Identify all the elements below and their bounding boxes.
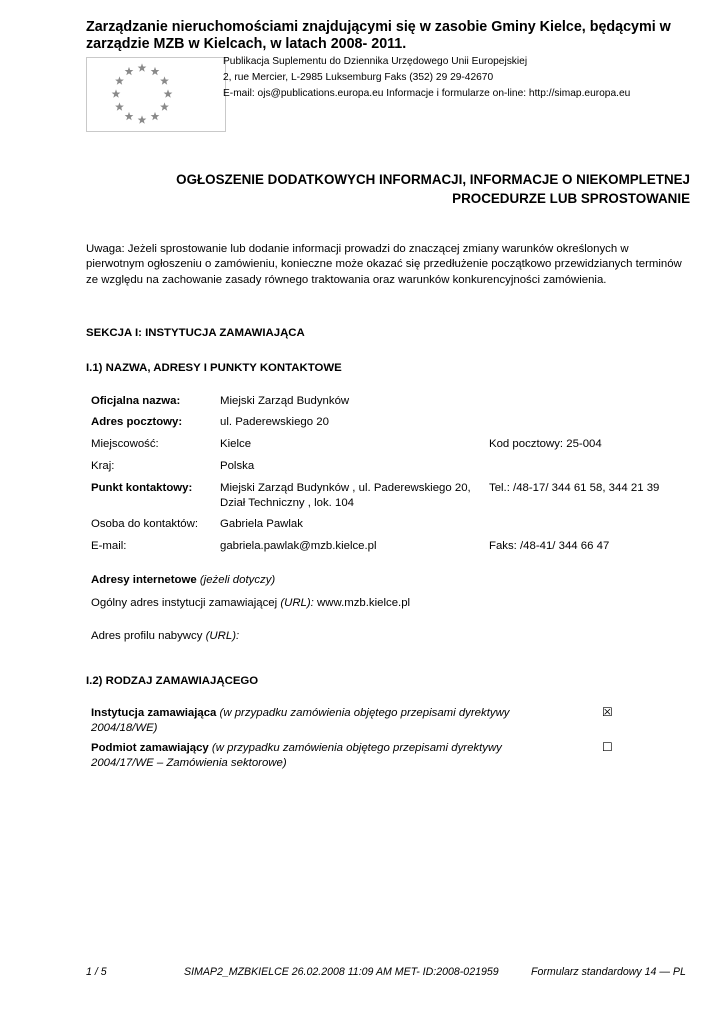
document-id: SIMAP2_MZBKIELCE 26.02.2008 11:09 AM MET- ID:2008-021959 <box>184 966 499 978</box>
eu-emblem <box>86 57 226 132</box>
url-tag: (URL): <box>280 597 314 609</box>
star-icon <box>138 115 147 123</box>
buyer-profile <box>91 629 239 644</box>
star-icon <box>164 89 173 97</box>
official-name-label: Oficjalna nazwa: <box>91 395 181 407</box>
contact-point-value: Miejski Zarząd Budynków , ul. Paderewskiego 20, Dział Techniczny , lok. 104 <box>220 482 471 509</box>
subsection-heading: I.2) RODZAJ ZAMAWIAJĄCEGO <box>86 675 259 687</box>
authority-type-1-label: Instytucja zamawiająca <box>91 707 217 719</box>
url-tag: (URL): <box>205 630 240 642</box>
postal-address-label: Adres pocztowy: <box>91 416 183 428</box>
general-url-label: Ogólny adres instytucji zamawiającej <box>91 597 278 609</box>
authority-type-1 <box>91 706 561 736</box>
authority-type-2-label: Podmiot zamawiający <box>91 742 209 754</box>
form-name: Formularz standardowy 14 — PL <box>531 966 686 978</box>
buyer-profile-label: Adres profilu nabywcy <box>91 630 203 642</box>
star-icon <box>115 76 124 84</box>
notice-title: OGŁOSZENIE DODATKOWYCH INFORMACJI, INFORMACJE O NIEKOMPLETNEJ PROCEDURZE LUB SPROSTOWANIE <box>176 172 690 206</box>
page-number: 1 / 5 <box>86 966 107 978</box>
email-value: gabriela.pawlak@mzb.kielce.pl <box>220 540 377 552</box>
publication-info <box>223 54 693 102</box>
city-label: Miejscowość: <box>91 438 159 450</box>
authority-type-2 <box>91 741 561 771</box>
internet-addresses <box>91 573 275 588</box>
star-icon <box>125 67 134 75</box>
document-title: Zarządzanie nieruchomościami znajdującymi się w zasobie Gminy Kielce, będącymi w zarządzie MZB w Kielcach, w latach 2008- 2011. <box>86 19 671 52</box>
general-url <box>91 596 410 611</box>
contact-point-label: Punkt kontaktowy: <box>91 482 193 494</box>
postal-address-value: ul. Paderewskiego 20 <box>220 416 329 428</box>
city-value: Kielce <box>220 438 252 450</box>
authority-type-2-note: (w przypadku zamówienia objętego przepisami dyrektywy 2004/17/WE – Zamówienia sektorowe) <box>91 742 502 769</box>
phone-value: Tel.: /48-17/ 344 61 58, 344 21 39 <box>489 482 660 494</box>
star-icon <box>151 112 160 120</box>
authority-type-2-checkbox[interactable]: ☐ <box>602 740 613 754</box>
internet-addresses-note: (jeżeli dotyczy) <box>199 574 276 586</box>
fax-value: Faks: /48-41/ 344 66 47 <box>489 540 610 552</box>
authority-type-1-note: (w przypadku zamówienia objętego przepisami dyrektywy 2004/18/WE) <box>91 707 510 734</box>
star-icon <box>160 102 169 110</box>
general-url-value: www.mzb.kielce.pl <box>317 597 411 609</box>
email-label: E-mail: <box>91 540 127 552</box>
contact-person-value: Gabriela Pawlak <box>220 518 303 530</box>
country-value: Polska <box>220 460 255 472</box>
authority-type-1-checkbox[interactable]: ☒ <box>602 705 613 719</box>
warning-text: Uwaga: Jeżeli sprostowanie lub dodanie informacji prowadzi do znaczącej zmiany warunków określonych w pierwotnym ogłoszeniu o zamówieniu, konieczne może okazać się przedłużenie początkowo przewidzianych terminów ze względu na zachowanie zasady równego traktowania oraz warunków konkurencyjności zamówienia. <box>86 243 682 286</box>
subsection-heading: I.1) NAZWA, ADRESY I PUNKTY KONTAKTOWE <box>86 362 342 374</box>
star-icon <box>125 112 134 120</box>
star-icon <box>112 89 121 97</box>
contact-person-label: Osoba do kontaktów: <box>91 518 199 530</box>
star-icon <box>138 63 147 71</box>
postcode-value: Kod pocztowy: 25-004 <box>489 438 602 450</box>
star-icon <box>115 102 124 110</box>
star-icon <box>160 76 169 84</box>
publication-line: E-mail: ojs@publications.europa.eu Informacje i formularze on-line: http://simap.europa.eu <box>223 88 631 99</box>
country-label: Kraj: <box>91 460 115 472</box>
section-heading: SEKCJA I: INSTYTUCJA ZAMAWIAJĄCA <box>86 327 305 339</box>
eu-stars-icon <box>87 58 225 131</box>
star-icon <box>151 67 160 75</box>
publication-line: Publikacja Suplementu do Dziennika Urzędowego Unii Europejskiej <box>223 56 528 67</box>
official-name-value: Miejski Zarząd Budynków <box>220 395 350 407</box>
internet-addresses-label: Adresy internetowe <box>91 574 197 586</box>
publication-line: 2, rue Mercier, L-2985 Luksemburg Faks (352) 29 29-42670 <box>223 72 494 83</box>
